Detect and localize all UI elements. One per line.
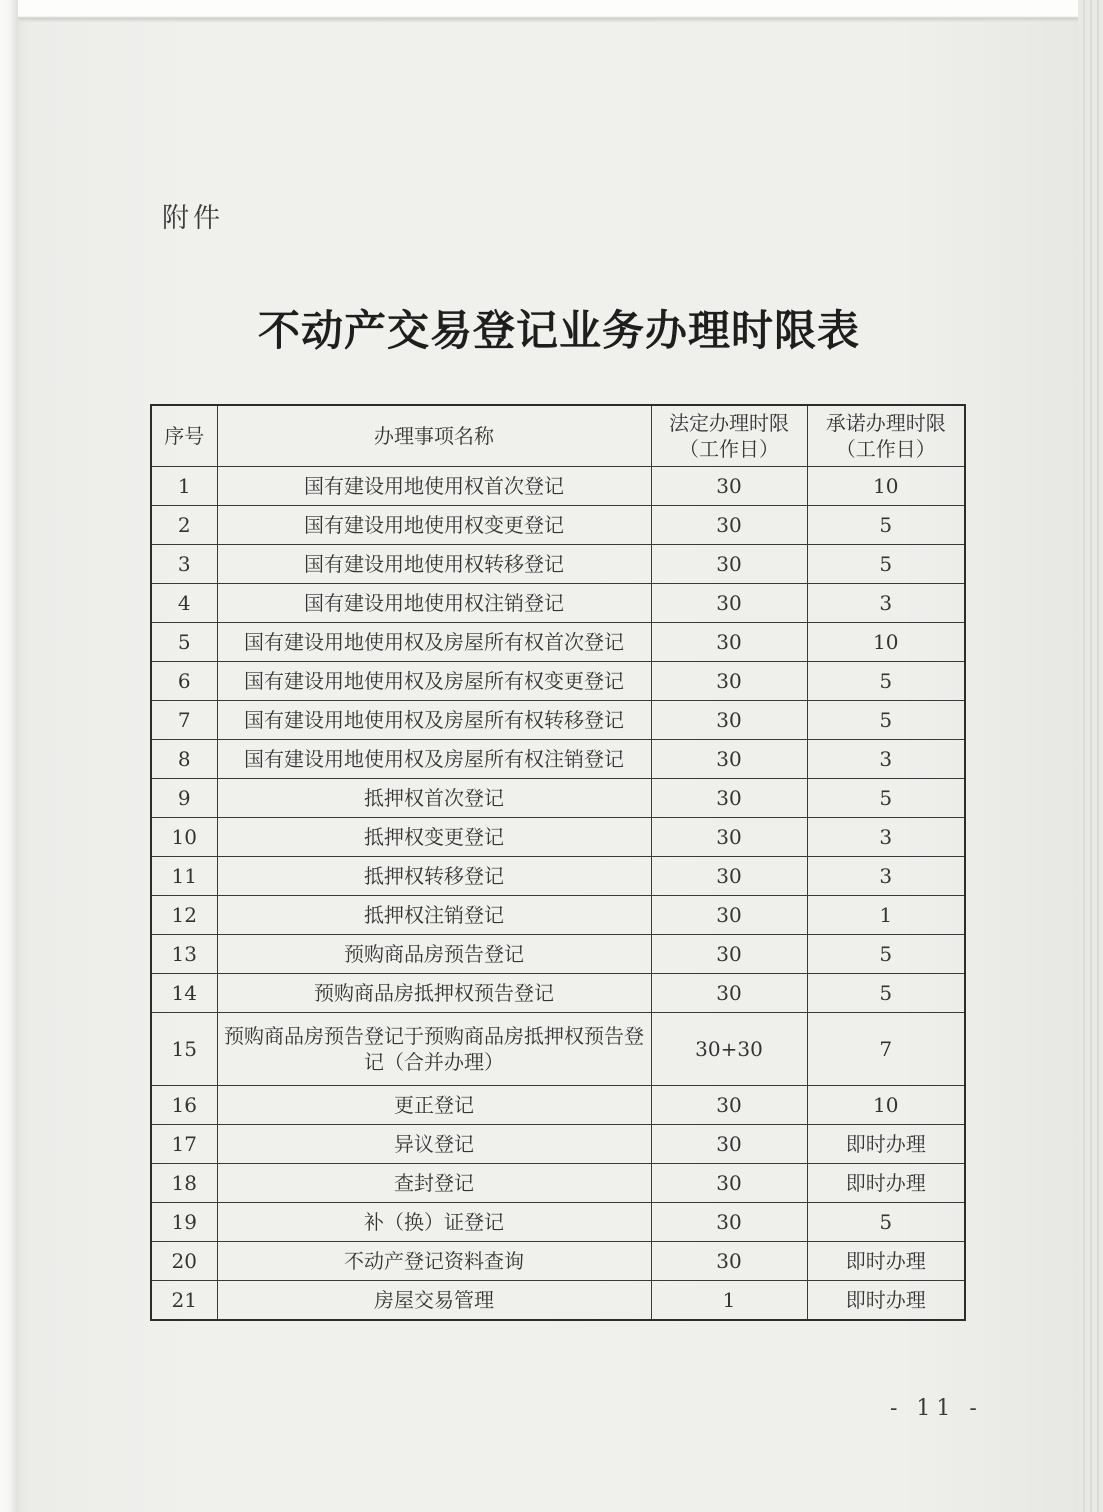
cell-legal-limit: 30 (651, 506, 807, 545)
cell-promised-limit: 5 (807, 545, 965, 584)
cell-promised-limit: 10 (807, 623, 965, 662)
cell-promised-limit: 5 (807, 935, 965, 974)
cell-promised-limit: 3 (807, 857, 965, 896)
cell-promised-limit: 10 (807, 467, 965, 506)
cell-legal-limit: 30 (651, 1203, 807, 1242)
cell-no: 8 (151, 740, 217, 779)
table-body (151, 467, 965, 1321)
cell-no: 5 (151, 623, 217, 662)
cell-no: 11 (151, 857, 217, 896)
cell-no: 10 (151, 818, 217, 857)
cell-promised-limit: 3 (807, 584, 965, 623)
cell-name: 不动产登记资料查询 (217, 1242, 651, 1281)
cell-promised-limit: 5 (807, 701, 965, 740)
cell-promised-limit: 5 (807, 779, 965, 818)
cell-name: 房屋交易管理 (217, 1281, 651, 1321)
table-row (151, 857, 965, 896)
cell-promised-limit: 3 (807, 818, 965, 857)
cell-no: 2 (151, 506, 217, 545)
cell-promised-limit: 7 (807, 1013, 965, 1086)
header-name: 办理事项名称 (217, 405, 651, 467)
time-limit-table (150, 404, 966, 1321)
cell-name: 国有建设用地使用权及房屋所有权首次登记 (217, 623, 651, 662)
cell-legal-limit: 30 (651, 857, 807, 896)
cell-name: 国有建设用地使用权注销登记 (217, 584, 651, 623)
header-promised-limit: 承诺办理时限（工作日） (807, 405, 965, 467)
table-row (151, 779, 965, 818)
cell-legal-limit: 30 (651, 1242, 807, 1281)
table-row (151, 662, 965, 701)
cell-promised-limit: 5 (807, 662, 965, 701)
cell-promised-limit: 1 (807, 896, 965, 935)
cell-promised-limit: 即时办理 (807, 1242, 965, 1281)
table-row (151, 467, 965, 506)
annex-label: 附件 (162, 203, 224, 234)
cell-legal-limit: 30 (651, 974, 807, 1013)
cell-name: 异议登记 (217, 1125, 651, 1164)
cell-promised-limit: 10 (807, 1086, 965, 1125)
cell-no: 3 (151, 545, 217, 584)
table-row (151, 623, 965, 662)
table-row (151, 935, 965, 974)
cell-promised-limit: 5 (807, 1203, 965, 1242)
cell-no: 13 (151, 935, 217, 974)
cell-no: 18 (151, 1164, 217, 1203)
cell-no: 1 (151, 467, 217, 506)
cell-no: 19 (151, 1203, 217, 1242)
cell-legal-limit: 1 (651, 1281, 807, 1321)
cell-legal-limit: 30 (651, 935, 807, 974)
table-header-row (151, 405, 965, 467)
cell-promised-limit: 3 (807, 740, 965, 779)
cell-name: 国有建设用地使用权及房屋所有权变更登记 (217, 662, 651, 701)
cell-no: 20 (151, 1242, 217, 1281)
cell-promised-limit: 即时办理 (807, 1164, 965, 1203)
cell-legal-limit: 30 (651, 701, 807, 740)
cell-legal-limit: 30 (651, 818, 807, 857)
cell-no: 16 (151, 1086, 217, 1125)
cell-legal-limit: 30 (651, 896, 807, 935)
cell-no: 17 (151, 1125, 217, 1164)
table-row (151, 545, 965, 584)
cell-legal-limit: 30 (651, 467, 807, 506)
cell-legal-limit: 30 (651, 1164, 807, 1203)
table-row (151, 1203, 965, 1242)
cell-legal-limit: 30 (651, 740, 807, 779)
page-top-edge (0, 0, 1103, 22)
cell-promised-limit: 5 (807, 506, 965, 545)
cell-promised-limit: 即时办理 (807, 1281, 965, 1321)
cell-promised-limit: 5 (807, 974, 965, 1013)
cell-name: 国有建设用地使用权转移登记 (217, 545, 651, 584)
cell-no: 7 (151, 701, 217, 740)
cell-legal-limit: 30 (651, 779, 807, 818)
cell-legal-limit: 30+30 (651, 1013, 807, 1086)
table-row (151, 506, 965, 545)
cell-legal-limit: 30 (651, 545, 807, 584)
page-left-edge (0, 0, 18, 1512)
cell-name: 国有建设用地使用权变更登记 (217, 506, 651, 545)
table-row (151, 740, 965, 779)
table-row (151, 1013, 965, 1086)
cell-name: 补（换）证登记 (217, 1203, 651, 1242)
cell-promised-limit: 即时办理 (807, 1125, 965, 1164)
cell-no: 21 (151, 1281, 217, 1321)
cell-no: 4 (151, 584, 217, 623)
cell-name: 预购商品房预告登记于预购商品房抵押权预告登记（合并办理） (217, 1013, 651, 1086)
cell-name: 抵押权变更登记 (217, 818, 651, 857)
page-title: 不动产交易登记业务办理时限表 (257, 306, 860, 355)
table-row (151, 1125, 965, 1164)
cell-name: 国有建设用地使用权及房屋所有权转移登记 (217, 701, 651, 740)
page-number: - 11 - (890, 1396, 983, 1421)
cell-name: 查封登记 (217, 1164, 651, 1203)
cell-name: 预购商品房预告登记 (217, 935, 651, 974)
cell-no: 12 (151, 896, 217, 935)
table-row (151, 701, 965, 740)
cell-legal-limit: 30 (651, 1086, 807, 1125)
cell-name: 更正登记 (217, 1086, 651, 1125)
cell-name: 抵押权首次登记 (217, 779, 651, 818)
cell-name: 抵押权注销登记 (217, 896, 651, 935)
cell-no: 6 (151, 662, 217, 701)
table-row (151, 1164, 965, 1203)
cell-legal-limit: 30 (651, 662, 807, 701)
header-legal-limit: 法定办理时限（工作日） (651, 405, 807, 467)
cell-legal-limit: 30 (651, 1125, 807, 1164)
cell-legal-limit: 30 (651, 623, 807, 662)
cell-legal-limit: 30 (651, 584, 807, 623)
header-no: 序号 (151, 405, 217, 467)
cell-no: 9 (151, 779, 217, 818)
table-row (151, 896, 965, 935)
cell-name: 抵押权转移登记 (217, 857, 651, 896)
cell-no: 15 (151, 1013, 217, 1086)
cell-name: 预购商品房抵押权预告登记 (217, 974, 651, 1013)
table-row (151, 584, 965, 623)
table-row (151, 1242, 965, 1281)
table-row (151, 1086, 965, 1125)
page-fold-edge (1078, 0, 1103, 1512)
table-row (151, 974, 965, 1013)
cell-name: 国有建设用地使用权及房屋所有权注销登记 (217, 740, 651, 779)
table-row (151, 1281, 965, 1321)
cell-name: 国有建设用地使用权首次登记 (217, 467, 651, 506)
table-row (151, 818, 965, 857)
cell-no: 14 (151, 974, 217, 1013)
